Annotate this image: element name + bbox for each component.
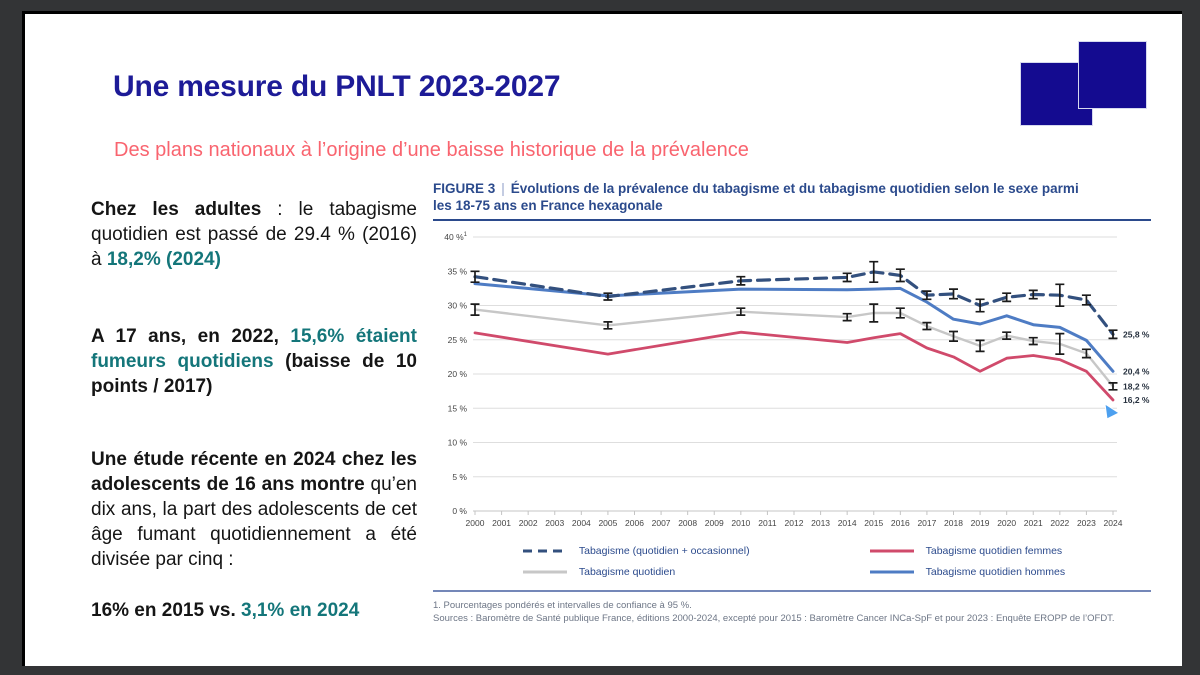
x-tick-label: 2001: [492, 518, 512, 528]
x-tick-label: 2003: [545, 518, 565, 528]
legend-label: Tabagisme (quotidien + occasionnel): [578, 545, 750, 557]
figure-bottom-rule: [433, 590, 1151, 592]
x-tick-label: 2024: [1103, 518, 1123, 528]
figure-title-separator: |: [501, 181, 505, 196]
series-line: [475, 272, 1113, 334]
legend-item: [521, 566, 750, 578]
legend-swatch: [868, 547, 916, 555]
text-segment: (baisse de 10 points / 2017): [91, 351, 417, 397]
series-end-label: 20,4 %: [1123, 366, 1150, 377]
y-tick-label: 0 %: [452, 506, 467, 516]
x-tick-label: 2022: [1050, 518, 1070, 528]
text-segment: qu’en dix ans, la part des adolescents de cet âge fumant quotidiennement a été divisée par cinq :: [91, 474, 417, 570]
text-segment: 18,2% (2024): [106, 249, 221, 270]
y-tick-label: 10 %: [447, 437, 467, 448]
legend-label: Tabagisme quotidien: [578, 566, 676, 578]
series-end-label: 16,2 %: [1123, 395, 1150, 405]
figure-top-rule: [433, 219, 1151, 221]
logo-rectangle-right: [1078, 41, 1147, 109]
legend-swatch: [521, 568, 569, 576]
x-tick-label: 2014: [837, 518, 857, 528]
x-tick-label: 2006: [625, 518, 644, 528]
paragraph-etude-2024: [91, 447, 417, 572]
x-tick-label: 2015: [864, 518, 884, 528]
legend-item: [868, 545, 1066, 557]
y-tick-label: 30 %: [447, 300, 467, 311]
legend-item: [868, 566, 1066, 578]
y-tick-label: 40 %$^1$: [444, 232, 467, 242]
y-tick-label: 25 %: [447, 334, 467, 345]
x-tick-label: 2018: [944, 518, 963, 528]
text-segment: A 17 ans, en 2022,: [91, 326, 291, 347]
x-tick-label: 2012: [784, 518, 804, 528]
x-tick-label: 2010: [731, 518, 751, 528]
legend-swatch: [868, 568, 916, 576]
x-tick-label: 2002: [518, 518, 538, 528]
legend-swatch: [521, 547, 569, 555]
figure-sources: Sources : Baromètre de Santé publique France, éditions 2000-2024, excepté pour 2015 : Baromètre Cancer INCa-SpF et pour 2023 : Enquête EROPP de l’OFDT.: [433, 613, 1115, 624]
x-tick-label: 2021: [1023, 518, 1043, 528]
text-segment: 3,1% en 2024: [241, 600, 360, 621]
text-segment: : le tabagisme quotidien est passé de 29.4 % (2016) à: [91, 199, 417, 270]
text-column: [91, 197, 417, 623]
legend-label: Tabagisme quotidien hommes: [925, 566, 1066, 578]
legend-label: Tabagisme quotidien femmes: [925, 545, 1063, 557]
slide: [22, 11, 1182, 666]
x-tick-label: 2016: [890, 518, 910, 528]
figure-panel: [433, 180, 1153, 625]
figure-label: FIGURE 3: [433, 181, 496, 196]
line-chart: [433, 225, 1157, 543]
text-segment: 15,6% étaient fumeurs quotidiens: [91, 326, 417, 372]
subtitle: Des plans nationaux à l’origine d’une baisse historique de la prévalence: [114, 139, 749, 161]
text-segment: Une étude récente en 2024 chez les adolescents de 16 ans montre: [91, 449, 417, 495]
cursor-pointer: [1105, 404, 1119, 419]
paragraph-adultes: [91, 197, 417, 272]
page-title: Une mesure du PNLT 2023-2027: [113, 70, 561, 103]
text-segment: 16% en 2015 vs.: [91, 600, 241, 621]
x-tick-label: 2000: [465, 518, 485, 528]
y-tick-label: 5 %: [452, 471, 467, 482]
text-segment: Chez les adultes: [91, 199, 262, 220]
x-tick-label: 2008: [678, 518, 698, 528]
x-tick-label: 2023: [1076, 518, 1096, 528]
series-end-label: 25,8 %: [1123, 329, 1150, 340]
x-tick-label: 2020: [997, 518, 1017, 528]
series-line: [475, 332, 1113, 400]
y-tick-label: 15 %: [447, 403, 467, 414]
logo: [1020, 41, 1148, 125]
x-tick-label: 2013: [811, 518, 831, 528]
y-tick-label: 20 %: [447, 369, 467, 379]
legend-item: [521, 545, 750, 557]
figure-title-text: Évolutions de la prévalence du tabagisme et du tabagisme quotidien selon le sexe parmi les 18-75 ans en France hexagonale: [433, 181, 1079, 213]
series-end-label: 18,2 %: [1123, 381, 1150, 392]
paragraph-17-ans: [91, 324, 417, 399]
x-tick-label: 2009: [704, 518, 724, 528]
figure-footnote: 1. Pourcentages pondérés et intervalles de confiance à 95 %.: [433, 600, 692, 611]
figure-title: [433, 180, 1093, 214]
x-tick-label: 2005: [598, 518, 618, 528]
x-tick-label: 2017: [917, 518, 937, 528]
x-tick-label: 2011: [758, 518, 777, 528]
chart-legend: [433, 545, 1153, 578]
x-tick-label: 2004: [571, 518, 591, 528]
paragraph-comparaison: [91, 598, 417, 623]
x-tick-label: 2007: [651, 518, 671, 528]
y-tick-label: 35 %: [447, 266, 467, 277]
x-tick-label: 2019: [970, 518, 990, 528]
